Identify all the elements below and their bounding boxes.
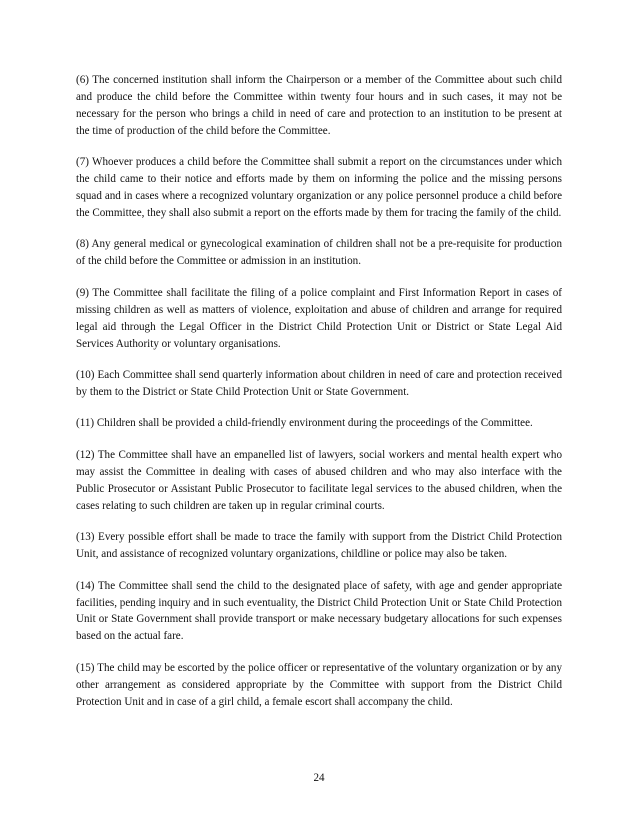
paragraph-7: (7) Whoever produces a child before the Committee shall submit a report on the circumstances under which the child came to their notice and efforts made by them on informing the police and the missing persons squad and in cases where a recognized voluntary organization or any police personnel produce a child before the Committee, they shall also submit a report on the efforts made by them for tracing the family of the child. xyxy=(76,156,562,219)
paragraph-15: (15) The child may be escorted by the police officer or representative of the voluntary organization or by any other arrangement as considered appropriate by the Committee with support from the District Child Protection Unit and in case of a girl child, a female escort shall accompany the child. xyxy=(76,661,562,708)
paragraph-11: (11) Children shall be provided a child-friendly environment during the proceedings of the Committee. xyxy=(76,417,533,430)
paragraph-13: (13) Every possible effort shall be made to trace the family with support from the District Child Protection Unit, and assistance of recognized voluntary organizations, childline or police may also be taken. xyxy=(76,531,562,561)
paragraph-10: (10) Each Committee shall send quarterly information about children in need of care and protection received by them to the District or State Child Protection Unit or State Government. xyxy=(76,369,562,398)
paragraph-12: (12) The Committee shall have an empanelled list of lawyers, social workers and mental health expert who may assist the Committee in dealing with cases of abused children and who may also interface with the Public Prosecutor or Assistant Public Prosecutor to facilitate legal services to the abused children, when the cases relating to such children are taken up in regular criminal courts. xyxy=(76,448,562,512)
paragraph-9: (9) The Committee shall facilitate the filing of a police complaint and First Information Report in cases of missing children as well as matters of violence, exploitation and abuse of children and arrange for required legal aid through the Legal Officer in the District Child Protection Unit or District or State Legal Aid Services Authority or voluntary organisations. xyxy=(76,286,562,350)
page-number: 24 xyxy=(313,772,325,784)
document-body xyxy=(76,72,562,725)
paragraph-6: (6) The concerned institution shall inform the Chairperson or a member of the Committee about such child and produce the child before the Committee within twenty four hours and in such cases, it may not be necessary for the person who brings a child in need of care and protection to an institution to be present at the time of production of the child before the Committee. xyxy=(76,74,562,137)
paragraph-14: (14) The Committee shall send the child to the designated place of safety, with age and gender appropriate facilities, pending inquiry and in such eventuality, the District Child Protection Unit or State Child Protection Unit or State Government shall provide transport or make necessary budgetary allocations for such expenses based on the actual fare. xyxy=(76,579,562,643)
paragraph-8: (8) Any general medical or gynecological examination of children shall not be a pre-requisite for production of the child before the Committee or admission in an institution. xyxy=(76,238,562,268)
